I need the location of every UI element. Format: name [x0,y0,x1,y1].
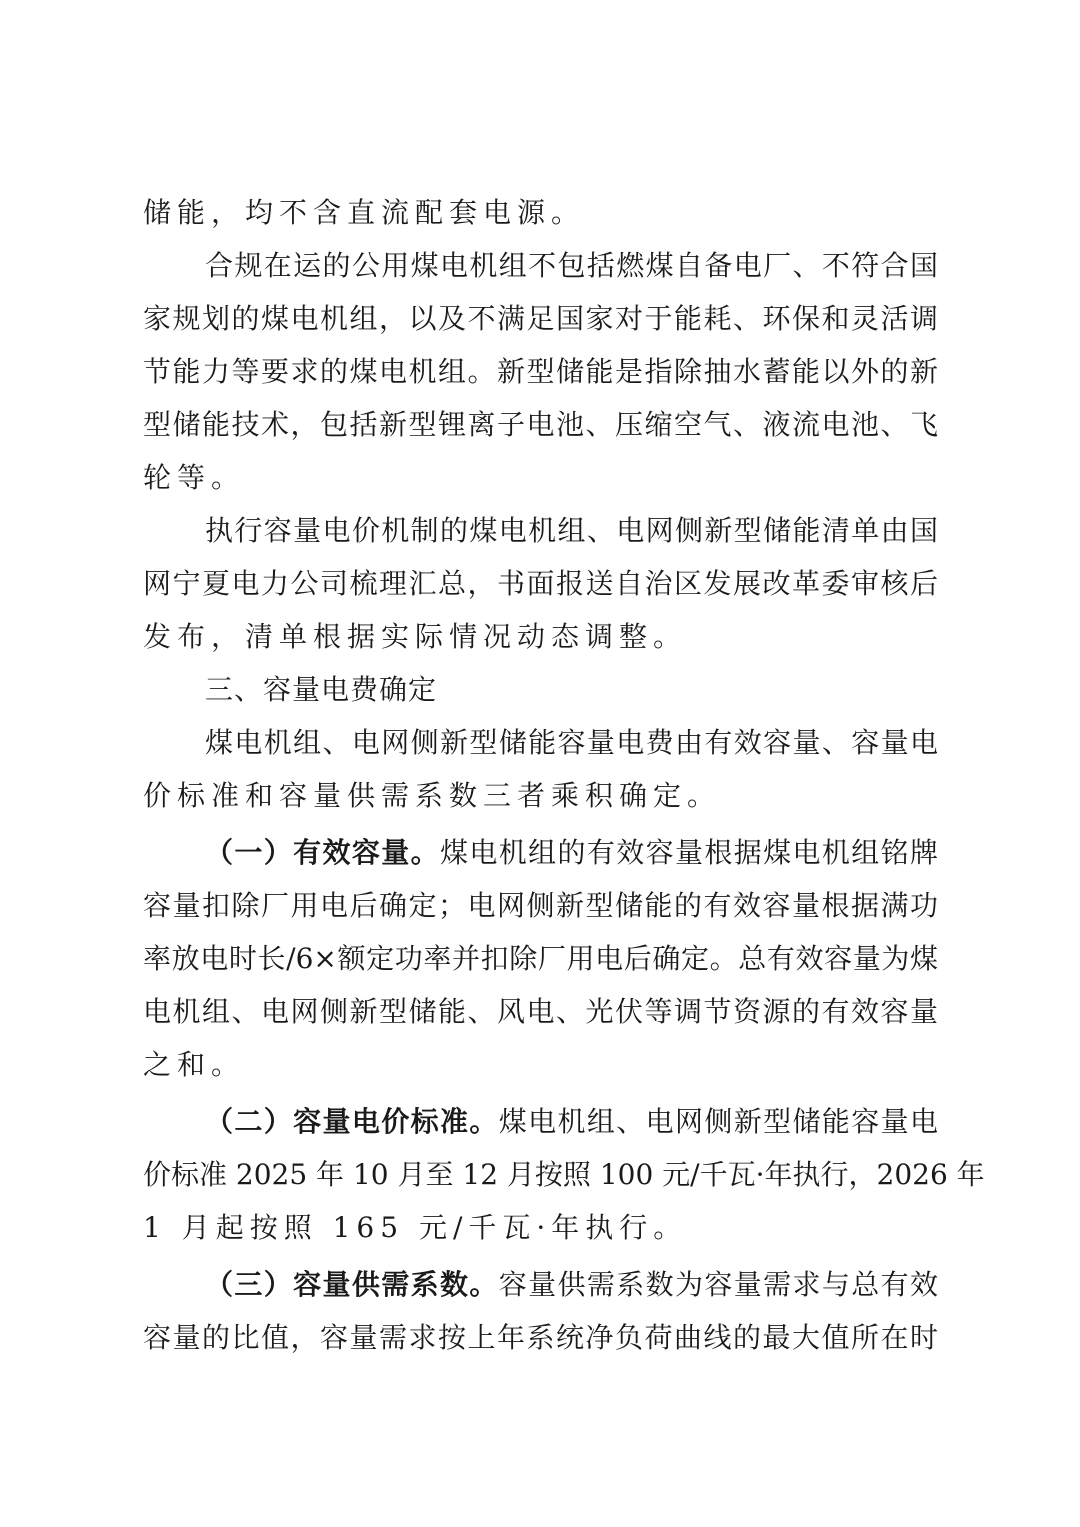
text-line: 容量的比值，容量需求按上年系统净负荷曲线的最大值所在时 [143,1321,938,1354]
text-line: 发布，清单根据实际情况动态调整。 [143,620,688,653]
paragraph-supply-demand-coefficient [143,1258,938,1364]
text-line: 之和。 [143,1048,246,1081]
subsection-title: （三）容量供需系数。 [205,1268,499,1301]
text-line: 1 月起按照 165 元/千瓦·年执行。 [143,1211,688,1244]
text-line: 价标准 2025 年 10 月至 12 月按照 100 元/千瓦·年执行，2026 年 [143,1158,985,1191]
text-line: 执行容量电价机制的煤电机组、电网侧新型储能清单由国 [205,514,938,547]
text-line: 轮等。 [143,461,246,494]
text-line: 合规在运的公用煤电机组不包括燃煤自备电厂、不符合国 [205,249,938,282]
paragraph-coal-units-definition [143,239,938,504]
text-line: 储能，均不含直流配套电源。 [143,196,586,229]
text-run: 容量供需系数为容量需求与总有效 [498,1268,938,1301]
paragraph-list-publication [143,504,938,663]
text-line: 价标准和容量供需系数三者乘积确定。 [143,779,722,812]
text-line-with-lead [143,1258,938,1311]
paragraph-capacity-fee-formula [143,716,938,822]
section-heading: 三、容量电费确定 [205,673,438,706]
text-line: 节能力等要求的煤电机组。新型储能是指除抽水蓄能以外的新 [143,355,938,388]
text-line: 率放电时长/6×额定功率并扣除厂用电后确定。总有效容量为煤 [143,942,938,975]
text-line: 容量扣除厂用电后确定；电网侧新型储能的有效容量根据满功 [143,889,938,922]
text-line-with-lead [143,1095,938,1148]
paragraph-continuation [143,186,938,239]
text-line-with-lead [143,826,938,879]
subsection-title: （二）容量电价标准。 [205,1105,499,1138]
text-line: 电机组、电网侧新型储能、风电、光伏等调节资源的有效容量 [143,995,938,1028]
subsection-title: （一）有效容量。 [205,836,440,869]
paragraph-effective-capacity [143,826,938,1091]
paragraph-capacity-price-standard [143,1095,985,1254]
text-run: 煤电机组的有效容量根据煤电机组铭牌 [440,836,938,869]
text-run: 煤电机组、电网侧新型储能容量电 [498,1105,938,1138]
text-line: 家规划的煤电机组，以及不满足国家对于能耗、环保和灵活调 [143,302,938,335]
text-line: 网宁夏电力公司梳理汇总，书面报送自治区发展改革委审核后 [143,567,938,600]
text-line: 型储能技术，包括新型锂离子电池、压缩空气、液流电池、飞 [143,408,938,441]
text-line: 煤电机组、电网侧新型储能容量电费由有效容量、容量电 [205,726,938,759]
document-page [143,186,985,1364]
